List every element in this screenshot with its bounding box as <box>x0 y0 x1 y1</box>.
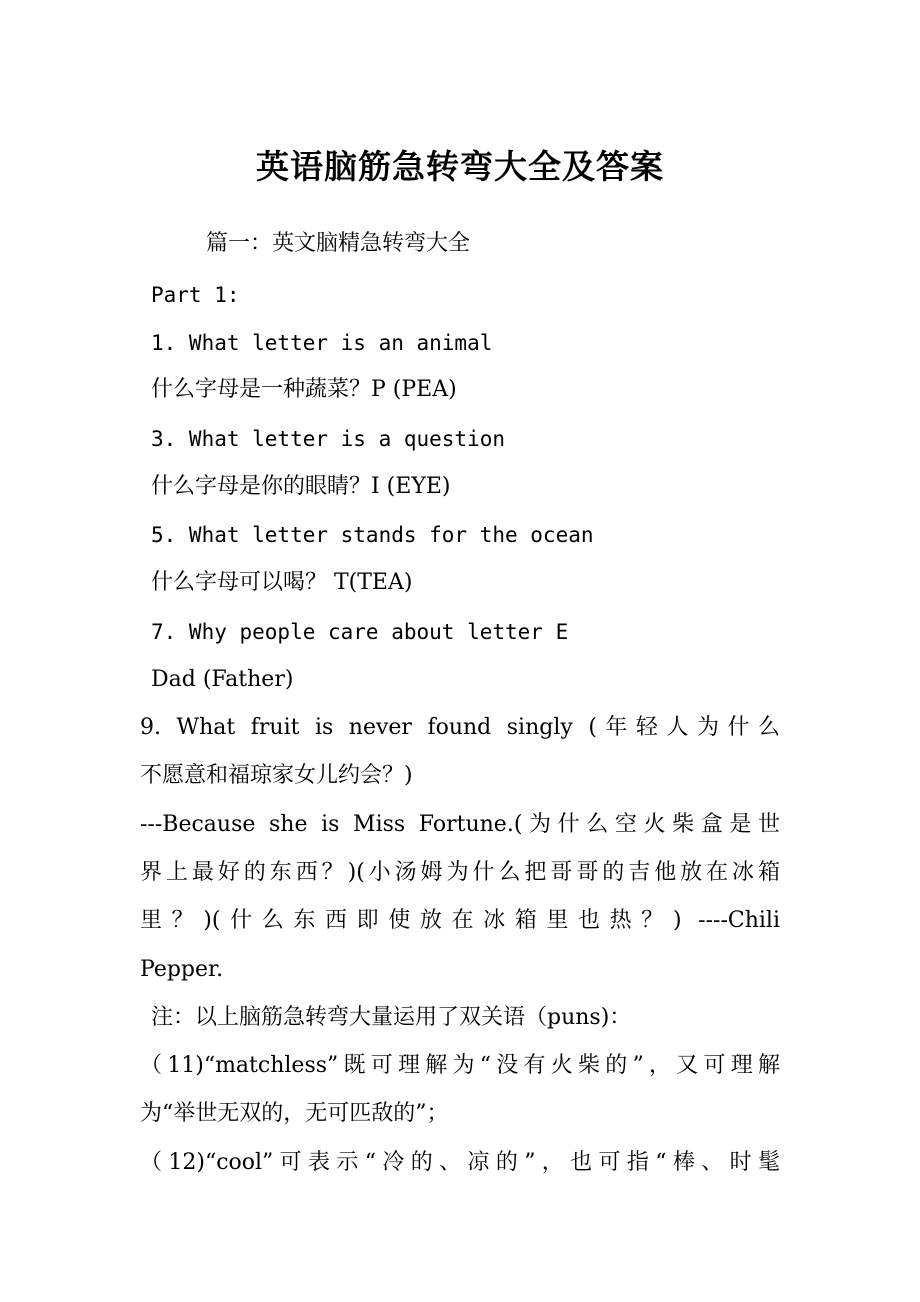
text-line: Part 1: <box>151 283 240 307</box>
text-line: 什么字母是你的眼睛？I (EYE) <box>151 474 451 499</box>
text-line: 1. What letter is an animal <box>151 331 493 355</box>
text-line: （11)“matchless”既可理解为“没有火柴的”，又可理解 <box>140 1053 780 1078</box>
text-line: 3. What letter is a question <box>151 427 506 451</box>
text-line: （12)“cool”可表示“冷的、凉的”，也可指“棒、时髦 <box>140 1150 780 1175</box>
text-line: 5. What letter stands for the ocean <box>151 523 594 547</box>
text-line: 里？)(什么东西即使放在冰箱里也热？) ----Chili <box>140 908 780 933</box>
text-line: 为“举世无双的，无可匹敌的”； <box>140 1101 449 1126</box>
page-title: 英语脑筋急转弯大全及答案 <box>256 147 664 186</box>
text-line: 什么字母可以喝？ T(TEA) <box>151 570 413 595</box>
text-line: 不愿意和福琼家女儿约会？) <box>140 763 413 788</box>
text-line: 注：以上脑筋急转弯大量运用了双关语（puns)： <box>151 1005 632 1030</box>
text-line: 7. Why people care about letter E <box>151 620 569 644</box>
text-line: 什么字母是一种蔬菜？P (PEA) <box>151 377 457 402</box>
text-line: ---Because she is Miss Fortune.(为什么空火柴盒是世 <box>140 812 780 837</box>
text-line: 界上最好的东西？)(小汤姆为什么把哥哥的吉他放在冰箱 <box>140 860 780 885</box>
section-heading: 篇一：英文脑精急转弯大全 <box>206 231 471 256</box>
text-line: Pepper. <box>140 957 224 982</box>
text-line: 9. What fruit is never found singly (年轻人为什么 <box>140 715 780 740</box>
text-line: Dad (Father) <box>151 667 294 692</box>
